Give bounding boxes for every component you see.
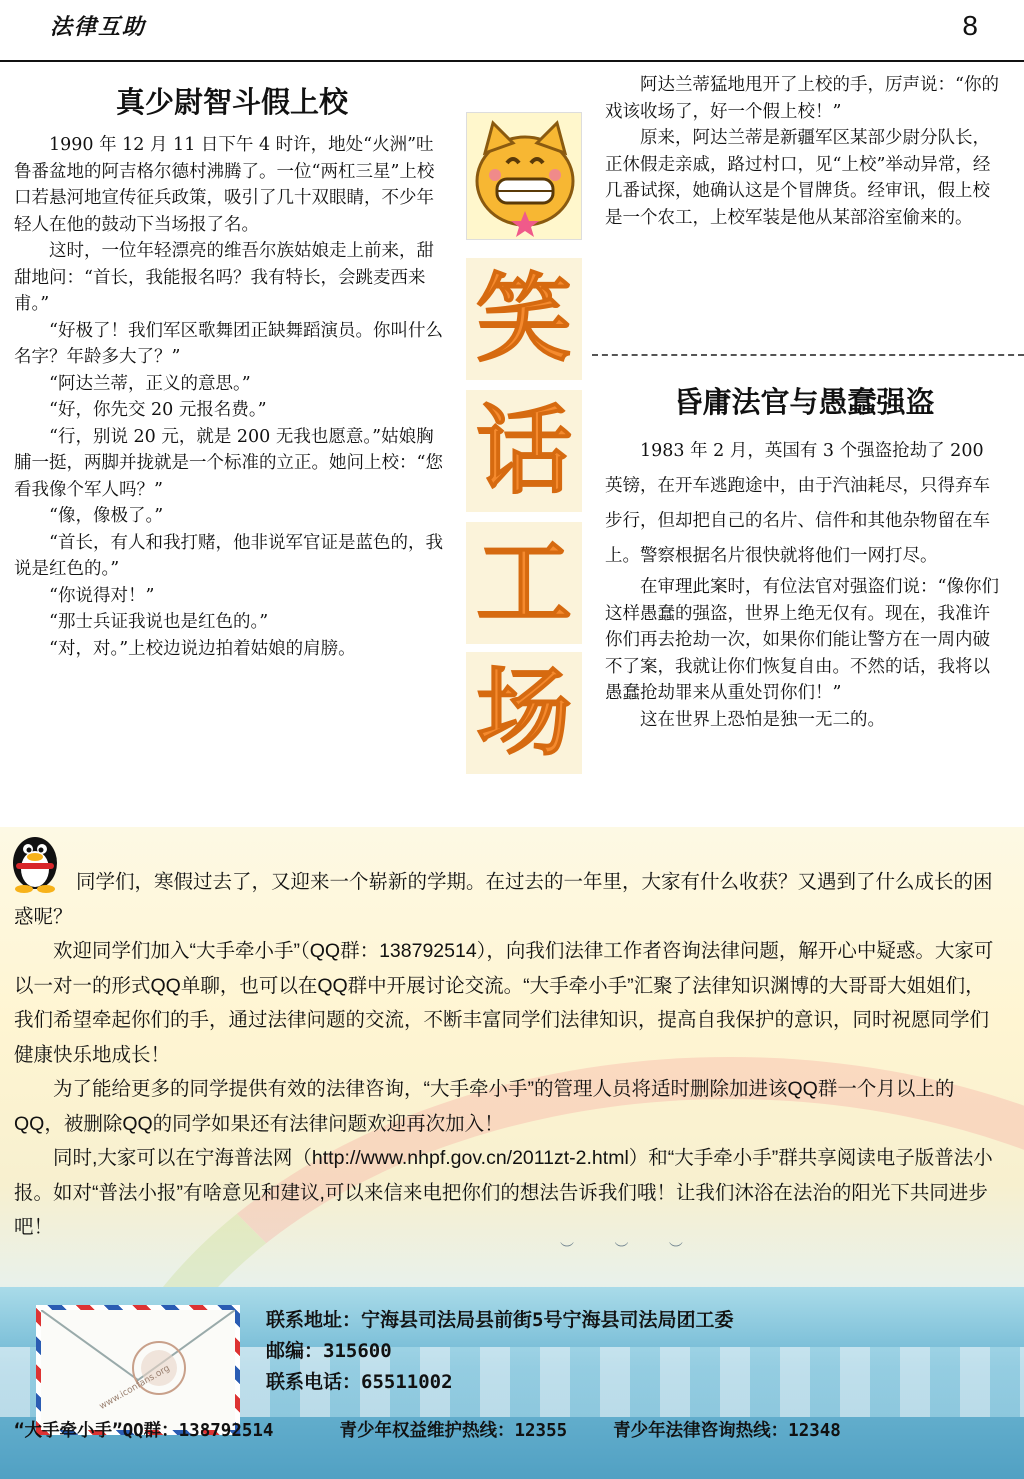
joke-title-char: 话 bbox=[466, 390, 582, 512]
header-title: 法律互助 bbox=[50, 14, 147, 40]
right-article-title: 昏庸法官与愚蠢强盗 bbox=[673, 385, 935, 419]
paragraph: 这在世界上恐怕是独一无二的。 bbox=[640, 709, 885, 730]
paragraph: 在审理此案时，有位法官对强盗们说：“像你们这样愚蠢的强盗，世界上绝无仅有。现在，我准许你们再去抢劫一次，如果你们能让警方在一周内破不了案，我就让你们恢复自由。不然的话，我将以愚蠢抢劫罪来从重处罚你们！” bbox=[605, 577, 999, 703]
paragraph: “好极了！我们军区歌舞团正缺舞蹈演员。你叫什么名字？年龄多大了？” bbox=[14, 320, 443, 367]
footer-hotlines bbox=[14, 1417, 1014, 1446]
qq-group-banner bbox=[0, 827, 1024, 1479]
paragraph: 1983 年 2 月，英国有 3 个强盗抢劫了 200 英镑，在开车逃跑途中，由于汽油耗尽，只得弃车步行，但却把自己的名片、信件和其他杂物留在车上。警察根据名片很快就将他们一网打尽。 bbox=[605, 441, 990, 566]
banner-text bbox=[14, 865, 1004, 1245]
joke-corner-strip bbox=[466, 112, 582, 774]
header-divider bbox=[0, 60, 1024, 62]
left-article-title: 真少尉智斗假上校 bbox=[115, 85, 348, 119]
footer-qq-group: “大手牵小手”QQ群：138792514 bbox=[14, 1421, 274, 1441]
footer-rights-hotline: 青少年权益维护热线：12355 bbox=[339, 1421, 568, 1441]
paragraph: “好，你先交 20 元报名费。” bbox=[49, 400, 267, 420]
paragraph: 为了能给更多的同学提供有效的法律咨询，“大手牵小手”的管理人员将适时删除加进该QQ群一个月以上的QQ，被删除QQ的同学如果还有法律问题欢迎再次加入！ bbox=[14, 1078, 955, 1135]
left-article bbox=[14, 82, 450, 662]
paragraph: “像，像极了。” bbox=[49, 506, 164, 526]
envelope-icon bbox=[36, 1305, 240, 1435]
paragraph: “你说得对！” bbox=[49, 585, 155, 606]
paragraph: “首长，有人和我打赌，他非说军官证是蓝色的，我说是红色的。” bbox=[14, 532, 443, 579]
paragraph: 同学们，寒假过去了，又迎来一个崭新的学期。在过去的一年里，大家有什么收获？又遇到了什么成长的困惑呢？ bbox=[14, 871, 993, 928]
right-article bbox=[605, 382, 1003, 733]
paragraph: 原来，阿达兰蒂是新疆军区某部少尉分队长，正休假走亲戚，路过村口，见“上校”举动异常，经几番试探，她确认这是个冒牌货。经审讯，假上校是一个农工，上校军装是他从某部浴室偷来的。 bbox=[605, 128, 991, 228]
right-article-continued bbox=[605, 72, 1003, 231]
joke-title-char: 场 bbox=[466, 652, 582, 774]
contact-address: 联系地址：宁海县司法局县前街5号宁海县司法局团工委 bbox=[266, 1309, 734, 1331]
seagull-icons: ︶ ︶ ︶ bbox=[560, 1242, 701, 1258]
paragraph: 同时,大家可以在宁海普法网（http://www.nhpf.gov.cn/2011zt-2.html）和“大手牵小手”群共享阅读电子版普法小报。如对“普法小报”有啥意见和建议,可以来信来电把你们的想法告诉我们哦！让我们沐浴在法治的阳光下共同进步吧！ bbox=[14, 1147, 993, 1238]
paragraph: 阿达兰蒂猛地甩开了上校的手，厉声说：“你的戏该收场了，好一个假上校！” bbox=[605, 75, 999, 122]
contact-info bbox=[266, 1305, 733, 1398]
paragraph: “那士兵证我说也是红色的。” bbox=[49, 612, 269, 632]
paragraph: 这时，一位年轻漂亮的维吾尔族姑娘走上前来，甜甜地问：“首长，我能报名吗？我有特长，会跳麦西来甫。” bbox=[14, 241, 434, 314]
paragraph: “对，对。”上校边说边拍着姑娘的肩膀。 bbox=[49, 638, 356, 659]
paragraph: 1990 年 12 月 11 日下午 4 时许，地处“火洲”吐鲁番盆地的阿吉格尔德村沸腾了。一位“两杠三星”上校口若悬河地宣传征兵政策，吸引了几十双眼睛，不少年轻人在他的鼓动下当场报了名。 bbox=[14, 135, 435, 235]
contact-phone: 联系电话：65511002 bbox=[266, 1371, 453, 1393]
envelope-stamp-text: www.iconfans.org bbox=[97, 1363, 172, 1412]
paragraph: “阿达兰蒂，正义的意思。” bbox=[49, 373, 251, 394]
footer-legal-hotline: 青少年法律咨询热线：12348 bbox=[613, 1421, 841, 1441]
joke-title-char: 工 bbox=[466, 522, 582, 644]
dashed-divider bbox=[592, 354, 1024, 356]
page-number: 8 bbox=[962, 10, 978, 41]
paragraph: 欢迎同学们加入“大手牵小手”（QQ群：138792514），向我们法律工作者咨询法律问题，解开心中疑惑。大家可以一对一的形式QQ单聊，也可以在QQ群中开展讨论交流。“大手牵小手”汇聚了法律知识渊博的大哥哥大姐姐们，我们希望牵起你们的手，通过法律问题的交流，不断丰富同学们法律知识，提高自我保护的意识，同时祝愿同学们健康快乐地成长！ bbox=[14, 940, 994, 1066]
paragraph: “行，别说 20 元，就是 200 无我也愿意。”姑娘胸脯一挺，两脚并拢就是一个标准的立正。她问上校：“您看我像个军人吗？” bbox=[14, 426, 443, 500]
cat-mascot-icon bbox=[466, 112, 582, 240]
contact-postcode: 邮编：315600 bbox=[266, 1340, 392, 1362]
joke-title-char: 笑 bbox=[466, 258, 582, 380]
